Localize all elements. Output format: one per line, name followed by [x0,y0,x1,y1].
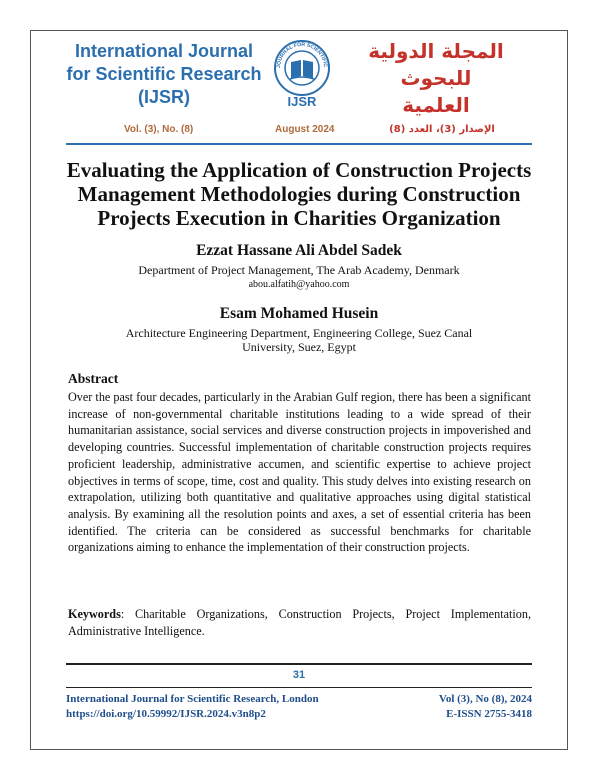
journal-name-en-line1: International Journal [74,41,254,61]
journal-name-english [64,40,264,109]
journal-name-ar-line2: العلمية [402,93,470,117]
book-icon [290,60,314,79]
journal-name-en-line2: for Scientific Research [66,64,262,84]
logo-ring-text: JOURNAL FOR SCIENTIFIC [275,41,329,69]
header-divider [66,143,532,145]
paper-title [66,158,532,230]
journal-name-arabic [338,38,534,119]
author-block-2 [66,305,532,354]
paper-title-line1: Evaluating the Application of Construction Projects [66,158,532,182]
journal-name-en-line3: (IJSR) [137,87,190,107]
abstract-heading: Abstract [68,371,119,386]
volume-arabic: الإصدار (3)، العدد (8) [389,124,495,135]
footer-journal: International Journal for Scientific Research, London [66,693,319,705]
journal-logo [272,38,332,108]
footer-volume: Vol (3), No (8), 2024 [438,693,532,705]
author-name: Ezzat Hassane Ali Abdel Sadek [196,242,402,259]
author-email[interactable]: abou.alfatih@yahoo.com [248,279,350,290]
author-affiliation-line1: Architecture Engineering Department, Engineering College, Suez Canal [125,326,473,340]
journal-name-ar-line1: المجلة الدولية للبحوث [368,39,504,90]
footer-divider-top [66,663,532,665]
issue-date: August 2024 [275,124,335,135]
footer-divider-bottom [66,687,532,688]
volume-english: Vol. (3), No. (8) [124,124,194,135]
logo-text: IJSR [287,94,317,108]
author-affiliation-line2: University, Suez, Egypt [242,340,356,354]
footer-doi-link[interactable]: https://doi.org/10.59992/IJSR.2024.v3n8p2 [66,708,266,720]
keywords [68,606,531,639]
author-affiliation: Department of Project Management, The Arab Academy, Denmark [138,263,460,277]
author-block-1 [66,242,532,290]
keywords-label: Keywords [68,607,121,621]
abstract-body: Over the past four decades, particularly in the Arabian Gulf region, there has been a significant increase of non-governmental charitable institutions leading to a wide spread of their humanitarian assistance, social services and diverse construction projects in impoverished and developing countries. Successful implementation of charitable construction projects requires proficient leadership, administrative accumen, and scientific expertise to achieve project objectives in terms of scope, time, cost and quality. This study delves into existing research on extrapolation, utilizing both quantitative and qualitative approaches using digital statistical analysis. By examining all the resolution points and axes, a set of essential criteria has been identified. The criteria can be considered as successful benchmarks for charitable organizations aiming to enhance the implementation of their construction projects. [68,390,531,555]
page-number: 31 [292,669,306,681]
paper-title-line3: Projects Execution in Charities Organization [97,206,501,230]
author-name: Esam Mohamed Husein [219,305,379,322]
keywords-list: : Charitable Organizations, Construction Projects, Project Implementation, Administrative Intelligence. [68,607,531,638]
footer-issn: E-ISSN 2755-3418 [446,708,532,720]
paper-title-line2: Management Methodologies during Construction [77,182,521,206]
